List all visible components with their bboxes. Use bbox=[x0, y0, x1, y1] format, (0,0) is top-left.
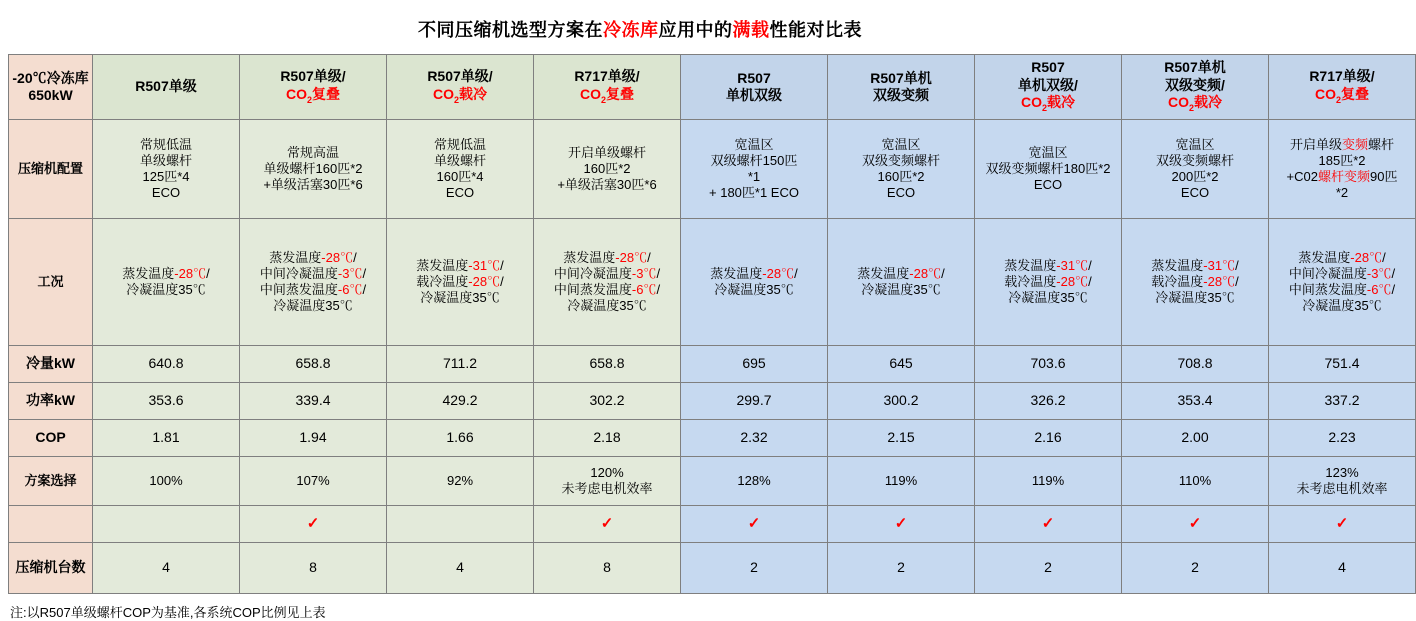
cell-check-c3 bbox=[387, 506, 534, 543]
cell-condition-c8: 蒸发温度-31℃/ 载冷温度-28℃/ 冷凝温度35℃ bbox=[1122, 219, 1269, 346]
cell-selection-c4: 120% 未考虑电机效率 bbox=[534, 457, 681, 506]
cell-selection-c8: 110% bbox=[1122, 457, 1269, 506]
cell-selection-c7: 119% bbox=[975, 457, 1122, 506]
cell-cop-c2: 1.94 bbox=[240, 420, 387, 457]
cell-capacity-c9: 751.4 bbox=[1269, 346, 1416, 383]
col-c2-red1: $CO_2$复叠 bbox=[285, 85, 340, 105]
cell-cop-c1: 1.81 bbox=[93, 420, 240, 457]
table-row-count bbox=[9, 543, 1416, 594]
column-header-c1 bbox=[93, 55, 240, 120]
cell-power-c3: 429.2 bbox=[387, 383, 534, 420]
cell-power-c2: 339.4 bbox=[240, 383, 387, 420]
cell-config-c1: 常规低温 单级螺杆 125匹*4 ECO bbox=[93, 120, 240, 219]
col-c7-line1: R507 bbox=[1031, 59, 1065, 76]
cell-selection-c5: 128% bbox=[681, 457, 828, 506]
cell-check-c1 bbox=[93, 506, 240, 543]
cell-condition-c3: 蒸发温度-31℃/ 载冷温度-28℃/ 冷凝温度35℃ bbox=[387, 219, 534, 346]
cell-capacity-c8: 708.8 bbox=[1122, 346, 1269, 383]
cell-check-c4 bbox=[534, 506, 681, 543]
col-c7-line2: 单机双级/ bbox=[1018, 76, 1078, 93]
title-part2: 应用中的 bbox=[658, 20, 733, 40]
title-highlight-2: 满载 bbox=[732, 20, 770, 40]
column-header-c2 bbox=[240, 55, 387, 120]
cell-cop-c9: 2.23 bbox=[1269, 420, 1416, 457]
cell-count-c9: 4 bbox=[1269, 543, 1416, 594]
row-label-capacity: 冷量kW bbox=[9, 346, 93, 383]
cell-condition-c4: 蒸发温度-28℃/ 中间冷凝温度-3℃/ 中间蒸发温度-6℃/ 冷凝温度35℃ bbox=[534, 219, 681, 346]
cell-config-c7: 宽温区 双级变频螺杆180匹*2 ECO bbox=[975, 120, 1122, 219]
cell-power-c8: 353.4 bbox=[1122, 383, 1269, 420]
col-c4-line1: R717单级/ bbox=[574, 68, 640, 85]
cell-count-c4: 8 bbox=[534, 543, 681, 594]
cell-count-c3: 4 bbox=[387, 543, 534, 594]
cell-selection-c3: 92% bbox=[387, 457, 534, 506]
row-label-config: 压缩机配置 bbox=[9, 120, 93, 219]
cell-selection-c9: 123% 未考虑电机效率 bbox=[1269, 457, 1416, 506]
row-label-condition: 工况 bbox=[9, 219, 93, 346]
check-icon-c6: ✓ bbox=[894, 514, 908, 532]
cell-condition-c9: 蒸发温度-28℃/ 中间冷凝温度-3℃/ 中间蒸发温度-6℃/ 冷凝温度35℃ bbox=[1269, 219, 1416, 346]
check-icon-c8: ✓ bbox=[1188, 514, 1202, 532]
cell-capacity-c3: 711.2 bbox=[387, 346, 534, 383]
header-corner: -20℃冷冻库650kW bbox=[9, 55, 93, 120]
cell-condition-c7: 蒸发温度-31℃/ 载冷温度-28℃/ 冷凝温度35℃ bbox=[975, 219, 1122, 346]
check-icon-c5: ✓ bbox=[747, 514, 761, 532]
table-row-capacity bbox=[9, 346, 1416, 383]
col-c2-line1: R507单级/ bbox=[280, 68, 346, 85]
cell-check-c6 bbox=[828, 506, 975, 543]
table-row-checks bbox=[9, 506, 1416, 543]
check-icon-c2: ✓ bbox=[306, 514, 320, 532]
cell-count-c1: 4 bbox=[93, 543, 240, 594]
cell-power-c6: 300.2 bbox=[828, 383, 975, 420]
cell-config-c2: 常规高温 单级螺杆160匹*2 +单级活塞30匹*6 bbox=[240, 120, 387, 219]
column-header-c8 bbox=[1122, 55, 1269, 120]
col-c9-red1: $CO_2$复叠 bbox=[1314, 85, 1369, 105]
cell-power-c7: 326.2 bbox=[975, 383, 1122, 420]
column-header-c9 bbox=[1269, 55, 1416, 120]
cell-capacity-c6: 645 bbox=[828, 346, 975, 383]
row-label-power: 功率kW bbox=[9, 383, 93, 420]
cell-check-c9 bbox=[1269, 506, 1416, 543]
col-c6-line2: 双级变频 bbox=[873, 87, 929, 103]
cell-power-c4: 302.2 bbox=[534, 383, 681, 420]
table-row-condition bbox=[9, 219, 1416, 346]
cell-condition-c5: 蒸发温度-28℃/ 冷凝温度35℃ bbox=[681, 219, 828, 346]
col-c8-line1: R507单机 bbox=[1164, 59, 1226, 76]
col-c7-red1: $CO_2$载冷 bbox=[1020, 94, 1075, 114]
cell-cop-c4: 2.18 bbox=[534, 420, 681, 457]
cell-config-c3: 常规低温 单级螺杆 160匹*4 ECO bbox=[387, 120, 534, 219]
column-header-c3 bbox=[387, 55, 534, 120]
comparison-table bbox=[8, 54, 1416, 594]
row-label-count: 压缩机台数 bbox=[9, 543, 93, 594]
col-c1-line1: R507单级 bbox=[135, 78, 197, 95]
cell-check-c7 bbox=[975, 506, 1122, 543]
cell-power-c9: 337.2 bbox=[1269, 383, 1416, 420]
cell-selection-c1: 100% bbox=[93, 457, 240, 506]
cell-capacity-c4: 658.8 bbox=[534, 346, 681, 383]
cell-condition-c1: 蒸发温度-28℃/ 冷凝温度35℃ bbox=[93, 219, 240, 346]
col-c3-red1: $CO_2$载冷 bbox=[432, 85, 487, 105]
cell-check-c5 bbox=[681, 506, 828, 543]
col-c5-line1: R507 bbox=[737, 69, 771, 86]
footer-note: 注:以R507单级螺杆COP为基准,各系统COP比例见上表 bbox=[10, 605, 326, 620]
cell-count-c7: 2 bbox=[975, 543, 1122, 594]
table-row-cop bbox=[9, 420, 1416, 457]
cell-cop-c7: 2.16 bbox=[975, 420, 1122, 457]
cell-capacity-c1: 640.8 bbox=[93, 346, 240, 383]
col-c9-line1: R717单级/ bbox=[1309, 68, 1375, 85]
check-icon-c9: ✓ bbox=[1335, 514, 1349, 532]
cell-capacity-c7: 703.6 bbox=[975, 346, 1122, 383]
cell-check-c2 bbox=[240, 506, 387, 543]
cell-cop-c3: 1.66 bbox=[387, 420, 534, 457]
cell-selection-c2: 107% bbox=[240, 457, 387, 506]
cell-condition-c2: 蒸发温度-28℃/ 中间冷凝温度-3℃/ 中间蒸发温度-6℃/ 冷凝温度35℃ bbox=[240, 219, 387, 346]
cell-config-c9: 开启单级变频螺杆 185匹*2 +C02螺杆变频90匹 *2 bbox=[1269, 120, 1416, 219]
cell-cop-c8: 2.00 bbox=[1122, 420, 1269, 457]
column-header-c4 bbox=[534, 55, 681, 120]
col-c6-line1: R507单机 bbox=[870, 69, 932, 86]
check-icon-c4: ✓ bbox=[600, 514, 614, 532]
col-c8-red1: $CO_2$载冷 bbox=[1167, 94, 1222, 114]
row-label-checks bbox=[9, 506, 93, 543]
cell-config-c6: 宽温区 双级变频螺杆 160匹*2 ECO bbox=[828, 120, 975, 219]
table-row-config bbox=[9, 120, 1416, 219]
cell-cop-c6: 2.15 bbox=[828, 420, 975, 457]
title-highlight-1: 冷冻库 bbox=[603, 20, 659, 40]
cell-count-c8: 2 bbox=[1122, 543, 1269, 594]
table-row-power bbox=[9, 383, 1416, 420]
row-label-selection: 方案选择 bbox=[9, 457, 93, 506]
title-part3: 性能对比表 bbox=[769, 20, 862, 40]
row-label-cop: COP bbox=[9, 420, 93, 457]
col-c3-line1: R507单级/ bbox=[427, 68, 493, 85]
column-header-c5 bbox=[681, 55, 828, 120]
cell-condition-c6: 蒸发温度-28℃/ 冷凝温度35℃ bbox=[828, 219, 975, 346]
page-title bbox=[0, 0, 1280, 54]
check-icon-c7: ✓ bbox=[1041, 514, 1055, 532]
table-header-row bbox=[9, 55, 1416, 120]
col-c5-line2: 单机双级 bbox=[726, 87, 782, 103]
table-row-selection bbox=[9, 457, 1416, 506]
cell-config-c5: 宽温区 双级螺杆150匹 *1 + 180匹*1 ECO bbox=[681, 120, 828, 219]
cell-config-c8: 宽温区 双级变频螺杆 200匹*2 ECO bbox=[1122, 120, 1269, 219]
column-header-c6 bbox=[828, 55, 975, 120]
title-part1: 不同压缩机选型方案在 bbox=[418, 20, 603, 40]
cell-capacity-c2: 658.8 bbox=[240, 346, 387, 383]
col-c4-red1: $CO_2$复叠 bbox=[579, 85, 634, 105]
cell-count-c5: 2 bbox=[681, 543, 828, 594]
cell-power-c1: 353.6 bbox=[93, 383, 240, 420]
cell-config-c4: 开启单级螺杆 160匹*2 +单级活塞30匹*6 bbox=[534, 120, 681, 219]
cell-check-c8 bbox=[1122, 506, 1269, 543]
cell-count-c6: 2 bbox=[828, 543, 975, 594]
cell-power-c5: 299.7 bbox=[681, 383, 828, 420]
cell-capacity-c5: 695 bbox=[681, 346, 828, 383]
cell-selection-c6: 119% bbox=[828, 457, 975, 506]
cell-cop-c5: 2.32 bbox=[681, 420, 828, 457]
column-header-c7 bbox=[975, 55, 1122, 120]
col-c8-line2: 双级变频/ bbox=[1165, 76, 1225, 93]
cell-count-c2: 8 bbox=[240, 543, 387, 594]
